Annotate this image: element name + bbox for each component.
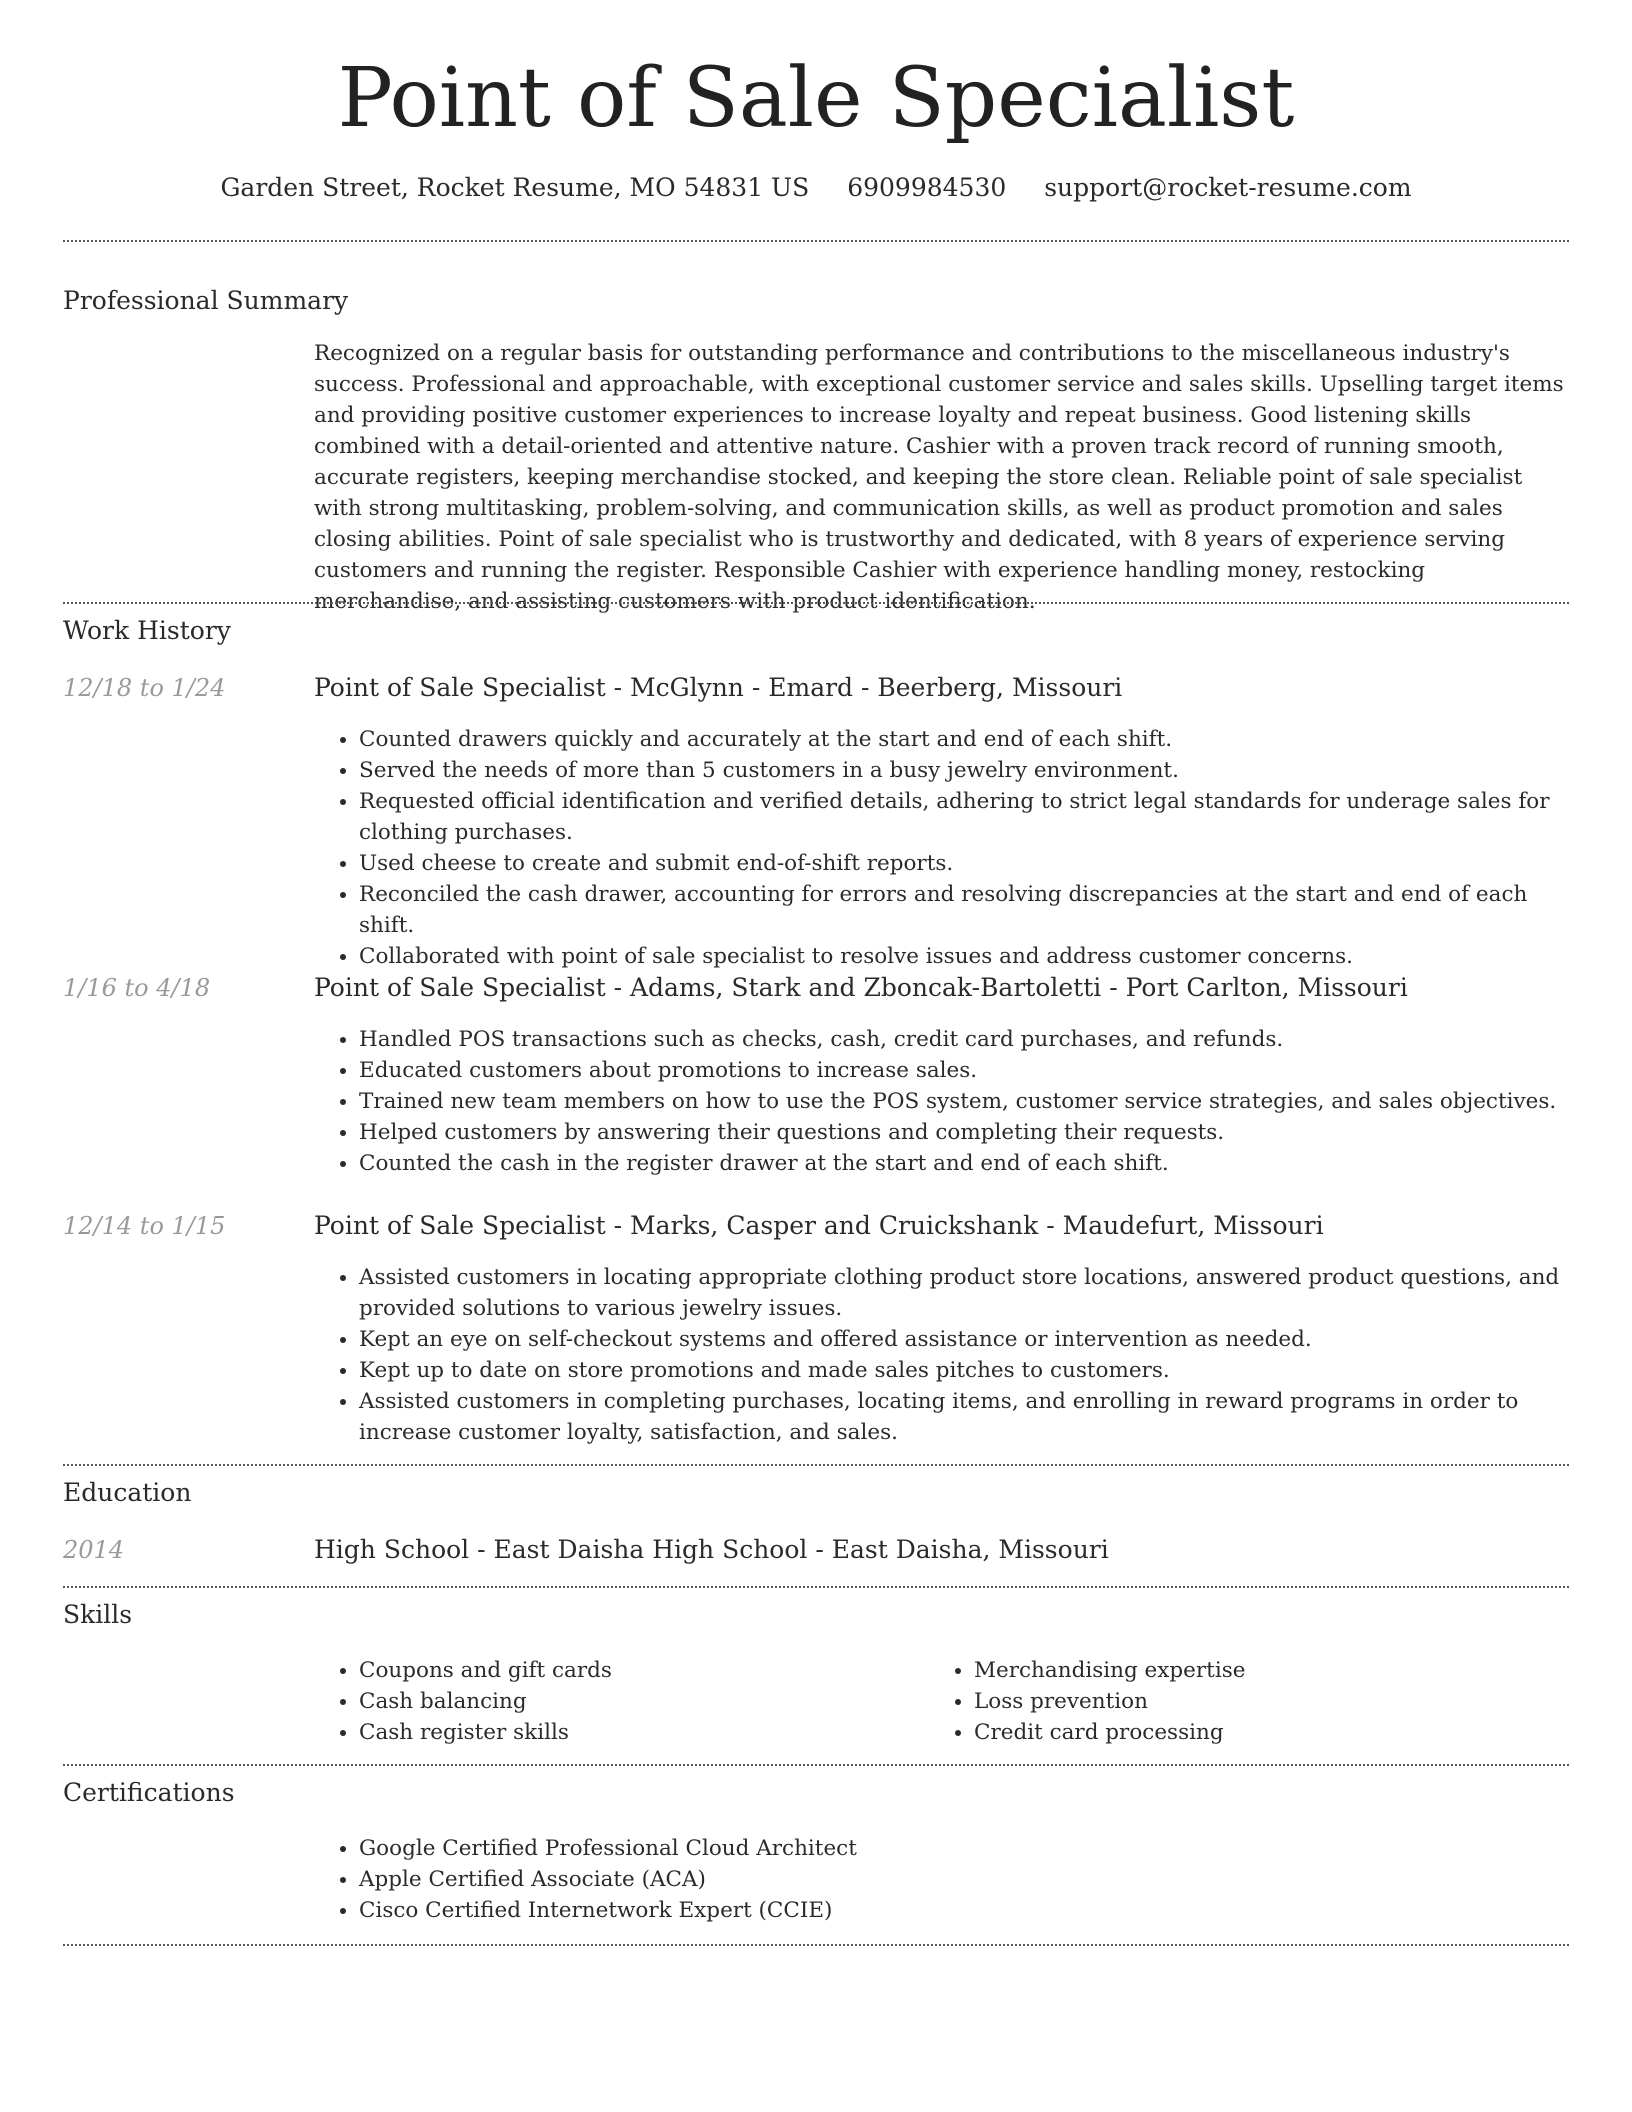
job-duty: • Trained new team members on how to use the POS system, customer service strategies, and sales objectives.: [359, 1086, 1569, 1117]
job-duty: • Used cheese to create and submit end-of-shift reports.: [359, 848, 1569, 879]
job-duty: • Counted the cash in the register drawer at the start and end of each shift.: [359, 1148, 1569, 1179]
contact-email: support@rocket-resume.com: [1044, 173, 1412, 202]
summary-heading: Professional Summary: [63, 286, 349, 315]
summary-text: Recognized on a regular basis for outstanding performance and contributions to the miscellaneous industry's success. Professional and approachable, with exceptional customer service and sales skills. Upselling target items and providing positive customer experiences to increase loyalty and repeat business. Good listening skills combined with a detail-oriented and attentive nature. Cashier with a proven track record of running smooth, accurate registers, keeping merchandise stocked, and keeping the store clean. Reliable point of sale specialist with strong multitasking, problem-solving, and communication skills, as well as product promotion and sales closing abilities. Point of sale specialist who is trustworthy and dedicated, with 8 years of experience serving customers and running the register. Responsible Cashier with experience handling money, restocking merchandise, and assisting customers with product identification.: [314, 341, 1564, 614]
skill-item: • Merchandising expertise: [974, 1655, 1569, 1686]
job-dates: 12/18 to 1/24: [63, 674, 226, 702]
job-duty: • Served the needs of more than 5 customers in a busy jewelry environment.: [359, 755, 1569, 786]
skill-item: • Cash balancing: [359, 1686, 929, 1717]
skills-heading: Skills: [63, 1600, 133, 1629]
job-duty: • Kept an eye on self-checkout systems and offered assistance or intervention as needed.: [359, 1324, 1569, 1355]
contact-phone: 6909984530: [847, 173, 1007, 202]
skill-item: • Coupons and gift cards: [359, 1655, 929, 1686]
job-duties-list: [314, 1024, 1569, 1179]
contact-address: Garden Street, Rocket Resume, MO 54831 US: [220, 173, 810, 202]
skills-list-right: [929, 1655, 1569, 1748]
job-duty: • Assisted customers in locating appropriate clothing product store locations, answered product questions, and provided solutions to various jewelry issues.: [359, 1262, 1569, 1324]
section-divider: [63, 1464, 1569, 1466]
section-divider: [63, 1944, 1569, 1946]
skill-item: • Loss prevention: [974, 1686, 1569, 1717]
skills-list-left: [314, 1655, 929, 1748]
job-duty: • Reconciled the cash drawer, accounting for errors and resolving discrepancies at the start and end of each shift.: [359, 879, 1569, 941]
job-duty: • Helped customers by answering their questions and completing their requests.: [359, 1117, 1569, 1148]
job-duty: • Handled POS transactions such as checks, cash, credit card purchases, and refunds.: [359, 1024, 1569, 1055]
job-dates: 1/16 to 4/18: [63, 974, 211, 1002]
certification-item: • Cisco Certified Internetwork Expert (CCIE): [359, 1895, 1569, 1926]
job-title: Point of Sale Specialist - Adams, Stark and Zboncak-Bartoletti - Port Carlton, Missouri: [314, 973, 1408, 1002]
section-divider: [63, 1764, 1569, 1766]
work-history-heading: Work History: [63, 616, 231, 645]
education-heading: Education: [63, 1478, 192, 1507]
job-duty: • Educated customers about promotions to increase sales.: [359, 1055, 1569, 1086]
job-duty: • Collaborated with point of sale specialist to resolve issues and address customer concerns.: [359, 941, 1569, 972]
job-title: Point of Sale Specialist - Marks, Casper and Cruickshank - Maudefurt, Missouri: [314, 1211, 1324, 1240]
job-dates: 12/14 to 1/15: [63, 1212, 226, 1240]
candidate-name: Point of Sale Specialist: [337, 51, 1295, 146]
education-year: 2014: [63, 1536, 125, 1564]
section-divider: [63, 602, 1569, 604]
section-divider: [63, 240, 1569, 242]
section-divider: [63, 1586, 1569, 1588]
education-title: High School - East Daisha High School - East Daisha, Missouri: [314, 1535, 1109, 1564]
certifications-heading: Certifications: [63, 1778, 235, 1807]
skill-item: • Cash register skills: [359, 1717, 929, 1748]
job-duties-list: [314, 724, 1569, 972]
job-duty: • Counted drawers quickly and accurately at the start and end of each shift.: [359, 724, 1569, 755]
certification-item: • Google Certified Professional Cloud Architect: [359, 1833, 1569, 1864]
job-duties-list: [314, 1262, 1569, 1448]
job-duty: • Kept up to date on store promotions and made sales pitches to customers.: [359, 1355, 1569, 1386]
contact-line: [0, 166, 1632, 210]
skill-item: • Credit card processing: [974, 1717, 1569, 1748]
certification-item: • Apple Certified Associate (ACA): [359, 1864, 1569, 1895]
job-title: Point of Sale Specialist - McGlynn - Emard - Beerberg, Missouri: [314, 673, 1123, 702]
certifications-list: [314, 1833, 1569, 1926]
job-duty: • Requested official identification and verified details, adhering to strict legal standards for underage sales for clothing purchases.: [359, 786, 1569, 848]
job-duty: • Assisted customers in completing purchases, locating items, and enrolling in reward programs in order to increase customer loyalty, satisfaction, and sales.: [359, 1386, 1569, 1448]
